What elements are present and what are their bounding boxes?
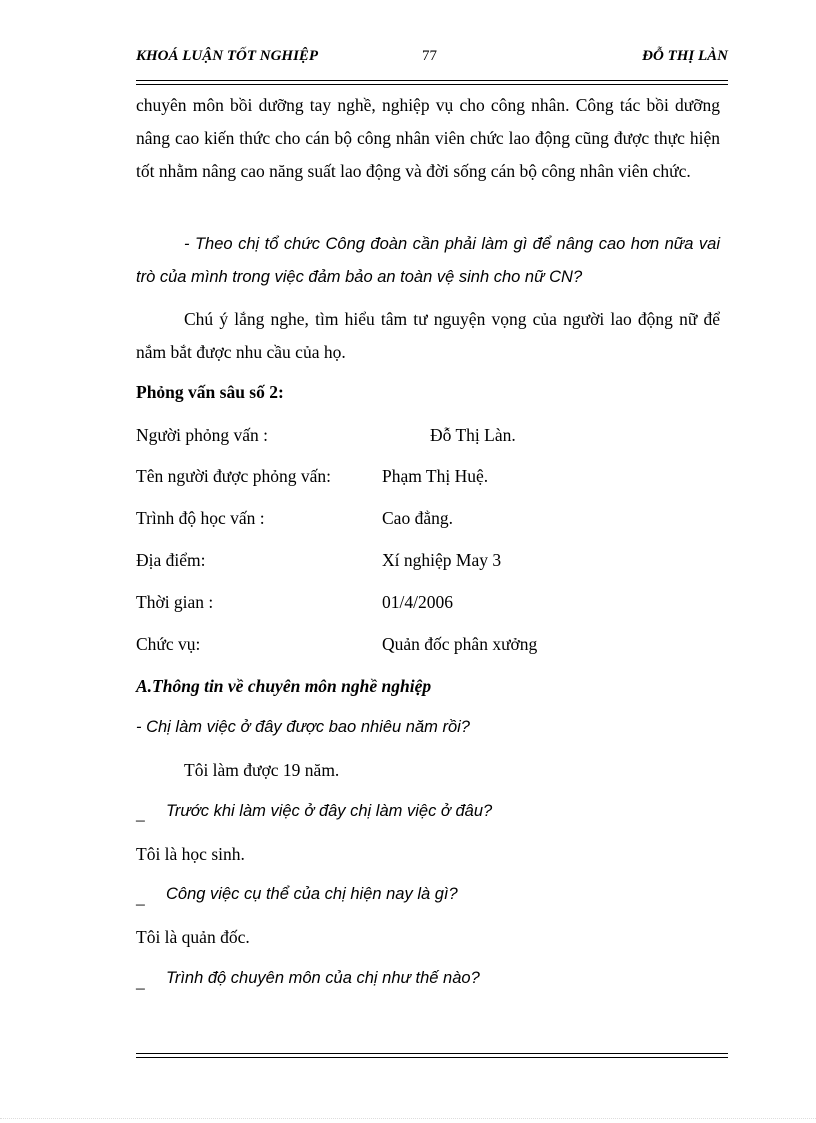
row-value: Xí nghiệp May 3 xyxy=(382,550,502,570)
page-bottom-border xyxy=(0,1118,816,1120)
row-label: Địa điểm: xyxy=(136,550,206,570)
question-text: Trình độ chuyên môn của chị như thế nào? xyxy=(166,969,480,987)
header-title: KHOÁ LUẬN TỐT NGHIỆP xyxy=(136,48,319,64)
dash-bullet: _ xyxy=(136,803,145,823)
paragraph-1: chuyên môn bồi dưỡng tay nghề, nghiệp vụ cho công nhân. Công tác bồi dưỡng nâng cao kiến thức cho cán bộ công nhân viên chức lao động cũng được thực hiện tốt nhằm nâng cao năng suất lao động và đời sống cán bộ công nhân viên chức. xyxy=(136,95,720,181)
answer-1: Tôi làm được 19 năm. xyxy=(184,760,340,780)
answer-paragraph: Chú ý lắng nghe, tìm hiểu tâm tư nguyện vọng của người lao động nữ để nắm bắt được nhu cầu của họ. xyxy=(136,309,720,362)
header-author: ĐỖ THỊ LÀN xyxy=(642,48,728,64)
page-number: 77 xyxy=(422,48,437,64)
row-value: Quản đốc phân xưởng xyxy=(382,634,538,654)
row-label: Người phỏng vấn : xyxy=(136,425,268,445)
answer-2: Tôi là học sinh. xyxy=(136,844,245,864)
row-value: Phạm Thị Huệ. xyxy=(382,466,489,486)
row-value: 01/4/2006 xyxy=(382,592,453,612)
row-label: Tên người được phỏng vấn: xyxy=(136,466,331,486)
row-label: Thời gian : xyxy=(136,592,214,612)
question-paragraph: - Theo chị tổ chức Công đoàn cần phải làm gì để nâng cao hơn nữa vai trò của mình trong việc đảm bảo an toàn vệ sinh cho nữ CN? xyxy=(136,235,720,286)
row-label: Chức vụ: xyxy=(136,634,201,654)
section-a-heading: A.Thông tin về chuyên môn nghề nghiệp xyxy=(136,676,432,696)
dash-bullet: _ xyxy=(136,971,145,991)
question-text: Công việc cụ thể của chị hiện nay là gì? xyxy=(166,885,458,903)
question-text: Trước khi làm việc ở đây chị làm việc ở đâu? xyxy=(166,802,493,820)
header-rule-top xyxy=(136,80,728,81)
answer-3: Tôi là quản đốc. xyxy=(136,927,250,947)
interview-heading: Phỏng vấn sâu số 2: xyxy=(136,382,284,402)
question-1: - Chị làm việc ở đây được bao nhiêu năm rồi? xyxy=(136,718,470,736)
page-header xyxy=(136,48,728,70)
dash-bullet: _ xyxy=(136,887,145,907)
header-rule-bottom xyxy=(136,84,728,85)
row-value: Đỗ Thị Làn. xyxy=(430,425,516,445)
row-value: Cao đẳng. xyxy=(382,508,453,528)
footer-rule-top xyxy=(136,1053,728,1054)
row-label: Trình độ học vấn : xyxy=(136,508,265,528)
footer-rule-bottom xyxy=(136,1057,728,1058)
